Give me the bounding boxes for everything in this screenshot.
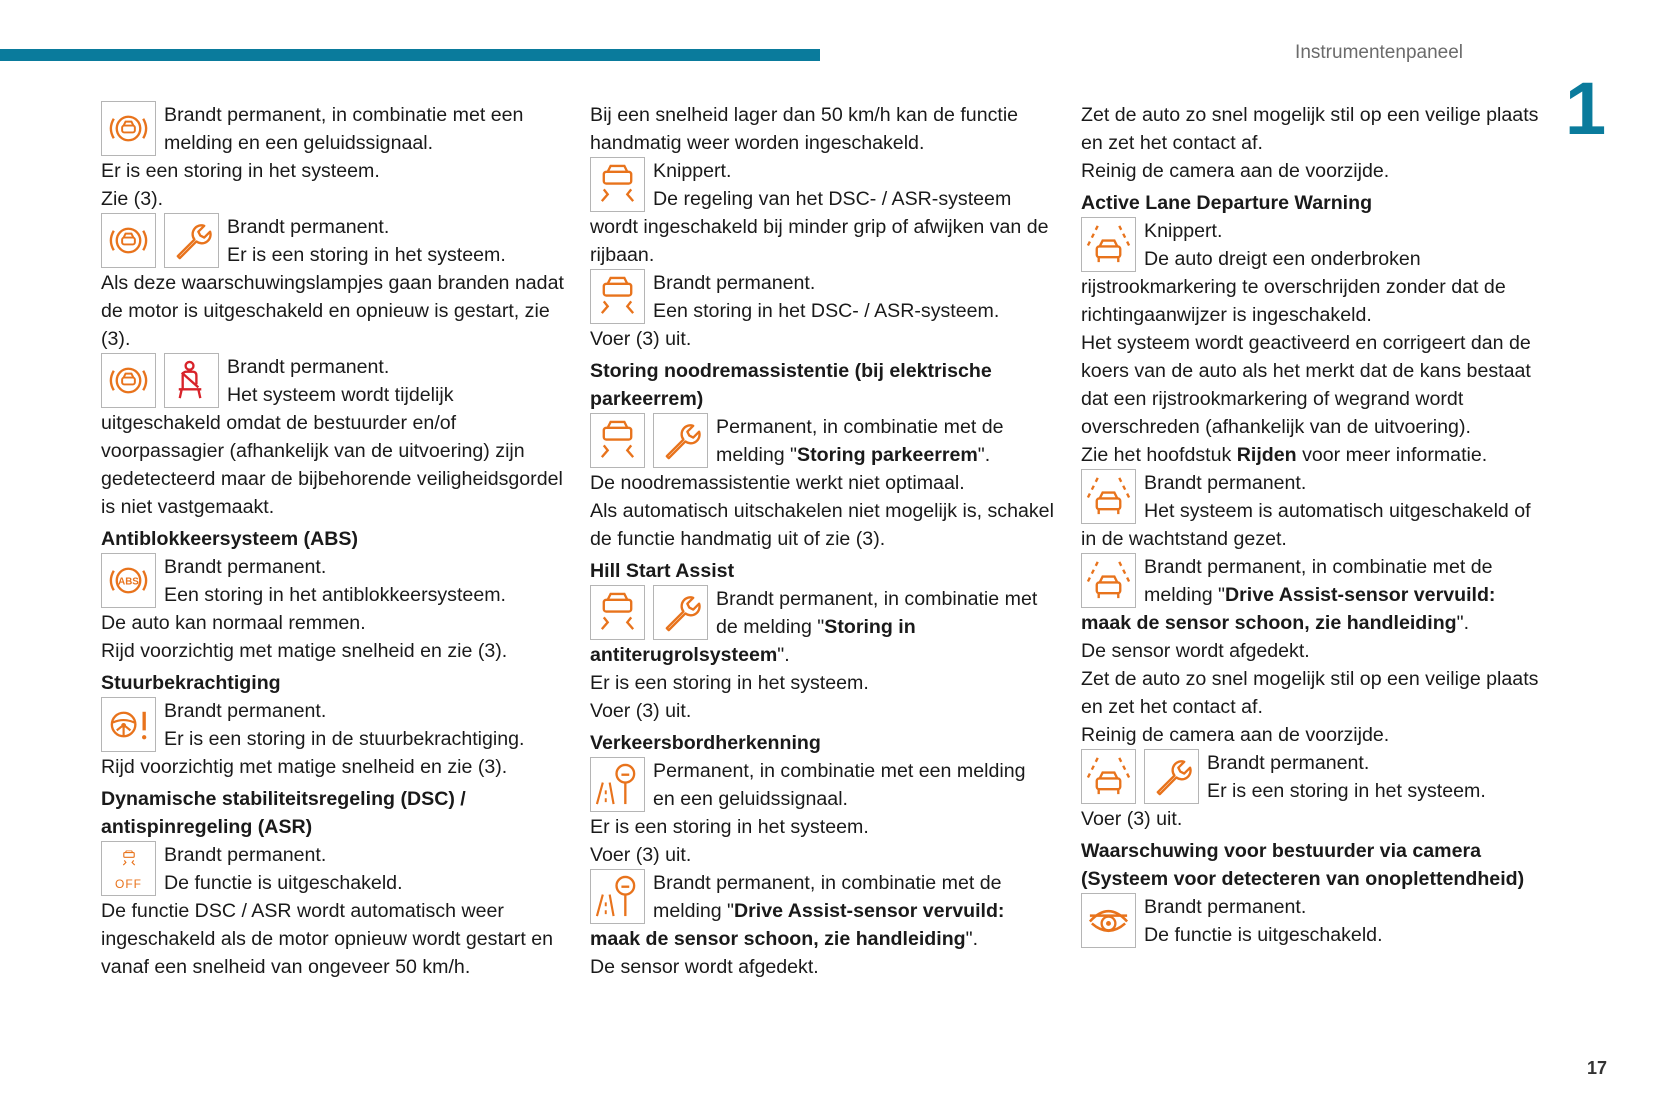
skid-off-icon (101, 841, 156, 896)
emergency-brake-radar-icon (101, 101, 156, 156)
text-span: ". (1456, 612, 1470, 634)
lane-departure-icon (1081, 553, 1136, 608)
warning-entry (590, 869, 1060, 925)
paragraph: Er is een storing in het systeem. (590, 816, 869, 838)
text-bold: Rijden (1236, 444, 1297, 466)
paragraph (590, 641, 1060, 669)
column-3 (1081, 101, 1551, 949)
warning-text: Er is een storing in het systeem. (227, 244, 506, 266)
paragraph: De auto kan normaal remmen. (101, 612, 366, 634)
header-accent-bar (0, 49, 820, 61)
text-span: melding " (1144, 584, 1226, 606)
paragraph: Rijd voorzichtig met matige snelheid en zie (3). (101, 640, 508, 662)
warning-entry (1081, 749, 1551, 805)
warning-text: Brandt permanent, in combinatie met de (653, 872, 1002, 894)
heading-power-steering: Stuurbekrachtiging (101, 672, 281, 694)
paragraph: uitgeschakeld omdat de bestuurder en/of voorpassagier (afhankelijk van de uitvoering) zijn gedetecteerd maar de bijbehorende veiligheidsgordel is niet vastgemaakt. (101, 412, 563, 518)
paragraph: De sensor wordt afgedekt. (1081, 640, 1310, 662)
heading-driver-attention-warning: Waarschuwing voor bestuurder via camera (Systeem voor detecteren van onoplettendheid) (1081, 840, 1525, 890)
warning-entry (590, 585, 1060, 641)
heading-abs: Antiblokkeersysteem (ABS) (101, 528, 358, 550)
paragraph: De functie DSC / ASR wordt automatisch weer ingeschakeld als de motor opnieuw wordt gestart en vanaf een snelheid van ongeveer 50 km/h. (101, 900, 554, 978)
paragraph: Als deze waarschuwingslampjes gaan branden nadat de motor is uitgeschakeld en opnieuw is gestart, zie (3). (101, 272, 564, 350)
wrench-icon (653, 413, 708, 468)
warning-entry (1081, 553, 1551, 609)
text-bold: Drive Assist-sensor vervuild: (1225, 584, 1496, 606)
page-number: 17 (1587, 1058, 1608, 1078)
paragraph: Voer (3) uit. (590, 328, 692, 350)
warning-text: Brandt permanent. (164, 700, 327, 722)
heading-emergency-brake-assist: Storing noodremassistentie (bij elektrische parkeerrem) (590, 360, 992, 410)
warning-text: Brandt permanent. (1144, 472, 1307, 494)
text-span: ". (777, 644, 790, 666)
warning-text: melding en een geluidssignaal. (164, 132, 434, 154)
paragraph: Reinig de camera aan de voorzijde. (1081, 724, 1390, 746)
warning-text: Knippert. (1144, 220, 1223, 242)
warning-text: Brandt permanent. (164, 844, 327, 866)
text-bold: Storing in (824, 616, 916, 638)
wrench-icon (164, 213, 219, 268)
warning-text: Het systeem is automatisch uitgeschakeld of (1144, 500, 1531, 522)
skid-icon (590, 157, 645, 212)
text-bold: maak de sensor schoon, zie handleiding (1081, 612, 1457, 634)
paragraph (1081, 609, 1551, 637)
skid-icon (590, 269, 645, 324)
heading-hill-start-assist: Hill Start Assist (590, 560, 735, 582)
warning-text: De regeling van het DSC- / ASR-systeem (653, 188, 1012, 210)
warning-entry (101, 101, 571, 157)
warning-text: Brandt permanent. (1207, 752, 1370, 774)
paragraph: in de wachtstand gezet. (1081, 528, 1287, 550)
text-span: melding " (653, 900, 735, 922)
warning-entry (101, 353, 571, 409)
heading-lane-departure-warning: Active Lane Departure Warning (1081, 192, 1373, 214)
warning-text: De functie is uitgeschakeld. (164, 872, 403, 894)
warning-text (716, 613, 1060, 641)
warning-entry (101, 841, 571, 897)
warning-text: Brandt permanent, in combinatie met (716, 588, 1038, 610)
text-bold: Storing parkeerrem (797, 444, 978, 466)
paragraph: Zet de auto zo snel mogelijk stil op een veilige plaats en zet het contact af. (1081, 668, 1539, 718)
off-label: OFF (115, 876, 142, 891)
wrench-icon (1144, 749, 1199, 804)
lane-departure-icon (1081, 469, 1136, 524)
warning-text: Een storing in het antiblokkeersysteem. (164, 584, 506, 606)
paragraph: Voer (3) uit. (590, 700, 692, 722)
warning-entry (590, 269, 1060, 325)
warning-text: De auto dreigt een onderbroken (1144, 248, 1421, 270)
section-title: Instrumentenpaneel (1295, 42, 1463, 63)
emergency-brake-radar-icon (101, 213, 156, 268)
warning-text: Er is een storing in de stuurbekrachtiging. (164, 728, 525, 750)
warning-text: Er is een storing in het systeem. (1207, 780, 1486, 802)
traffic-sign-icon (590, 869, 645, 924)
column-1 (101, 101, 571, 981)
driver-attention-eye-icon (1081, 893, 1136, 948)
warning-text: Brandt permanent. (227, 216, 390, 238)
paragraph: De sensor wordt afgedekt. (590, 956, 819, 978)
paragraph: Zie (3). (101, 188, 164, 210)
warning-entry (590, 757, 1060, 813)
text-span: de melding " (716, 616, 825, 638)
emergency-brake-radar-icon (101, 353, 156, 408)
paragraph: rijstrookmarkering te overschrijden zonder dat de richtingaanwijzer is ingeschakeld. (1081, 276, 1506, 326)
warning-text: Knippert. (653, 160, 732, 182)
warning-entry (101, 553, 571, 609)
lane-departure-icon (1081, 217, 1136, 272)
skid-icon (590, 413, 645, 468)
column-2 (590, 101, 1060, 981)
warning-entry (1081, 217, 1551, 273)
text-bold: antiterugrolsysteem (590, 644, 778, 666)
text-span: Zie het hoofdstuk (1081, 444, 1237, 466)
warning-entry (590, 413, 1060, 469)
paragraph: De noodremassistentie werkt niet optimaal. (590, 472, 965, 494)
text-bold: maak de sensor schoon, zie handleiding (590, 928, 966, 950)
warning-text: Permanent, in combinatie met een melding (653, 760, 1026, 782)
paragraph: Het systeem wordt geactiveerd en corrigeert dan de koers van de auto als het merkt dat de kans bestaat dat een rijstrookmarkering of wegrand wordt overschreden (afhankelijk van de uitvoering). (1081, 332, 1531, 438)
warning-text: en een geluidssignaal. (653, 788, 848, 810)
warning-text: Brandt permanent, in combinatie met de (1144, 556, 1493, 578)
paragraph: Reinig de camera aan de voorzijde. (1081, 160, 1390, 182)
warning-text: Brandt permanent. (164, 556, 327, 578)
warning-text (653, 897, 1060, 925)
wrench-icon (653, 585, 708, 640)
paragraph (1081, 441, 1551, 469)
paragraph: Er is een storing in het systeem. (590, 672, 869, 694)
paragraph: Rijd voorzichtig met matige snelheid en zie (3). (101, 756, 508, 778)
paragraph: Bij een snelheid lager dan 50 km/h kan de functie handmatig weer worden ingeschakeld. (590, 104, 1019, 154)
text-span: melding " (716, 444, 798, 466)
warning-entry (1081, 469, 1551, 525)
warning-text: De functie is uitgeschakeld. (1144, 924, 1383, 946)
heading-dsc-asr: Dynamische stabiliteitsregeling (DSC) / antispinregeling (ASR) (101, 788, 466, 838)
steering-wheel-warning-icon (101, 697, 156, 752)
chapter-number: 1 (1565, 67, 1607, 150)
skid-icon (590, 585, 645, 640)
seatbelt-icon (164, 353, 219, 408)
paragraph: Zet de auto zo snel mogelijk stil op een veilige plaats en zet het contact af. (1081, 104, 1539, 154)
warning-text: Brandt permanent. (653, 272, 816, 294)
text-span: ". (977, 444, 991, 466)
abs-icon (101, 553, 156, 608)
text-span: voor meer informatie. (1296, 444, 1488, 466)
traffic-sign-icon (590, 757, 645, 812)
warning-text: Brandt permanent. (1144, 896, 1307, 918)
warning-text: Brandt permanent, in combinatie met een (164, 104, 524, 126)
warning-text: Een storing in het DSC- / ASR-systeem. (653, 300, 1000, 322)
paragraph: Voer (3) uit. (590, 844, 692, 866)
warning-text (1144, 581, 1551, 609)
warning-entry (590, 157, 1060, 213)
paragraph: wordt ingeschakeld bij minder grip of afwijken van de rijbaan. (590, 216, 1049, 266)
paragraph: Er is een storing in het systeem. (101, 160, 380, 182)
paragraph: Voer (3) uit. (1081, 808, 1183, 830)
warning-text (716, 441, 1060, 469)
lane-departure-icon (1081, 749, 1136, 804)
warning-text: Permanent, in combinatie met de (716, 416, 1004, 438)
paragraph (590, 925, 1060, 953)
heading-traffic-sign-recognition: Verkeersbordherkenning (590, 732, 821, 754)
paragraph: Als automatisch uitschakelen niet mogelijk is, schakel de functie handmatig uit of zie (3). (590, 500, 1054, 550)
warning-entry (1081, 893, 1551, 949)
text-span: ". (965, 928, 979, 950)
warning-entry (101, 697, 571, 753)
warning-text: Brandt permanent. (227, 356, 390, 378)
warning-text: Het systeem wordt tijdelijk (227, 384, 454, 406)
warning-entry (101, 213, 571, 269)
text-bold: Drive Assist-sensor vervuild: (734, 900, 1005, 922)
